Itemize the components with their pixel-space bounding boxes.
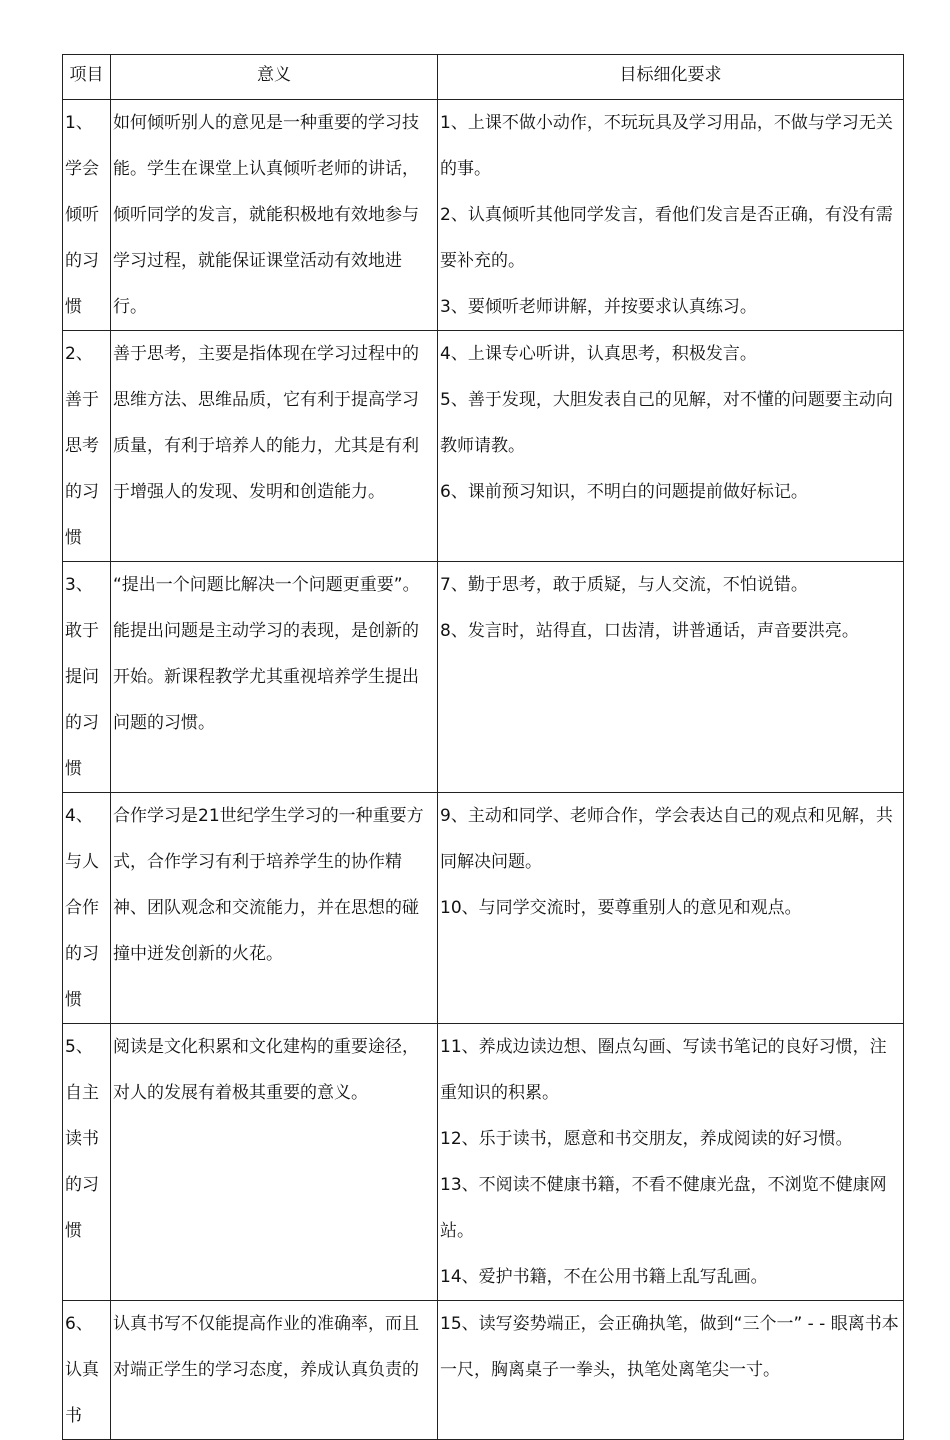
table-row: [63, 1301, 904, 1440]
meaning-cell: 善于思考，主要是指体现在学习过程中的思维方法、思维品质，它有利于提高学习质量，有利于培养人的能力，尤其是有利于增强人的发现、发明和创造能力。: [111, 331, 438, 562]
table-row: [63, 793, 904, 1024]
requirement-item: 10、与同学交流时，要尊重别人的意见和观点。: [440, 898, 802, 918]
meaning-cell: 阅读是文化积累和文化建构的重要途径，对人的发展有着极其重要的意义。: [111, 1024, 438, 1301]
habits-table: [62, 54, 904, 1440]
item-cell: 2、善于思考的习惯: [63, 331, 111, 562]
requirement-item: 12、乐于读书，愿意和书交朋友，养成阅读的好习惯。: [440, 1129, 853, 1149]
requirement-item: 1、上课不做小动作，不玩玩具及学习用品，不做与学习无关的事。: [440, 113, 893, 179]
requirement-item: 3、要倾听老师讲解，并按要求认真练习。: [440, 297, 757, 317]
requirements-cell: [438, 1024, 904, 1301]
requirements-cell: [438, 562, 904, 793]
requirement-item: 9、主动和同学、老师合作，学会表达自己的观点和见解，共同解决问题。: [440, 806, 893, 872]
item-cell: 5、自主读书的习惯: [63, 1024, 111, 1301]
requirement-item: 6、课前预习知识，不明白的问题提前做好标记。: [440, 482, 808, 502]
requirement-item: 7、勤于思考，敢于质疑，与人交流，不怕说错。: [440, 575, 808, 595]
header-row: [63, 55, 904, 100]
table-row: [63, 562, 904, 793]
requirements-cell: [438, 793, 904, 1024]
item-cell: 4、与人合作的习惯: [63, 793, 111, 1024]
meaning-cell: “提出一个问题比解决一个问题更重要”。能提出问题是主动学习的表现，是创新的开始。新课程教学尤其重视培养学生提出问题的习惯。: [111, 562, 438, 793]
requirement-item: 14、爱护书籍，不在公用书籍上乱写乱画。: [440, 1267, 768, 1287]
meaning-cell: 合作学习是21世纪学生学习的一种重要方式，合作学习有利于培养学生的协作精神、团队观念和交流能力，并在思想的碰撞中迸发创新的火花。: [111, 793, 438, 1024]
header-requirements: 目标细化要求: [438, 55, 904, 100]
requirement-item: 8、发言时，站得直，口齿清，讲普通话，声音要洪亮。: [440, 621, 859, 641]
requirements-cell: [438, 1301, 904, 1440]
item-cell: 6、认真书: [63, 1301, 111, 1440]
header-meaning: 意义: [111, 55, 438, 100]
requirement-item: 5、善于发现，大胆发表自己的见解，对不懂的问题要主动向教师请教。: [440, 390, 893, 456]
meaning-cell: 认真书写不仅能提高作业的准确率，而且对端正学生的学习态度，养成认真负责的: [111, 1301, 438, 1440]
requirement-item: 15、读写姿势端正，会正确执笔，做到“三个一” - - 眼离书本一尺，胸离桌子一拳头，执笔处离笔尖一寸。: [440, 1314, 899, 1380]
requirement-item: 13、不阅读不健康书籍，不看不健康光盘，不浏览不健康网站。: [440, 1175, 887, 1241]
meaning-cell: 如何倾听别人的意见是一种重要的学习技能。学生在课堂上认真倾听老师的讲话，倾听同学的发言，就能积极地有效地参与学习过程，就能保证课堂活动有效地进行。: [111, 100, 438, 331]
table-row: [63, 1024, 904, 1301]
requirement-item: 2、认真倾听其他同学发言，看他们发言是否正确，有没有需要补充的。: [440, 205, 893, 271]
item-cell: 3、敢于提问的习惯: [63, 562, 111, 793]
requirements-cell: [438, 100, 904, 331]
item-cell: 1、学会倾听的习惯: [63, 100, 111, 331]
requirements-cell: [438, 331, 904, 562]
requirement-item: 4、上课专心听讲，认真思考，积极发言。: [440, 344, 757, 364]
requirement-item: 11、养成边读边想、圈点勾画、写读书笔记的良好习惯，注重知识的积累。: [440, 1037, 887, 1103]
table-row: [63, 331, 904, 562]
table-row: [63, 100, 904, 331]
header-item: 项目: [63, 55, 111, 100]
